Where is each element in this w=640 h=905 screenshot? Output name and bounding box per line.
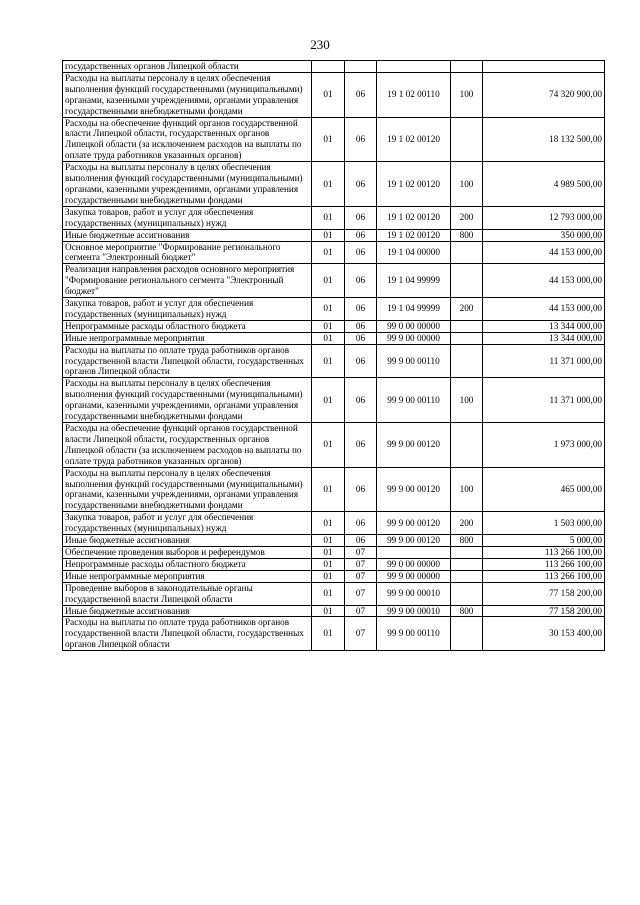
row-subsection: 07 (345, 570, 377, 582)
row-target-article: 19 1 02 00110 (377, 72, 451, 117)
table-row (63, 298, 605, 321)
row-name: Расходы на выплаты персоналу в целях обеспечения выполнения функций государственными (муниципальными) органами, казенными учреждениями, органами управления государственными внебюджетными фондами (63, 162, 312, 207)
row-subsection: 06 (345, 241, 377, 264)
row-amount: 113 266 100,00 (483, 570, 605, 582)
row-amount: 465 000,00 (483, 467, 605, 512)
row-section: 01 (312, 570, 345, 582)
row-target-article: 19 1 04 99999 (377, 264, 451, 298)
row-subsection: 06 (345, 229, 377, 241)
row-target-article: 99 9 00 00010 (377, 605, 451, 617)
table-row (63, 264, 605, 298)
table-row (63, 467, 605, 512)
row-subsection: 06 (345, 467, 377, 512)
row-amount: 30 153 400,00 (483, 617, 605, 651)
row-target-article: 19 1 04 00000 (377, 241, 451, 264)
row-subsection: 06 (345, 535, 377, 547)
table-row (63, 582, 605, 605)
row-amount: 11 371 000,00 (483, 344, 605, 378)
row-subsection: 06 (345, 320, 377, 332)
row-amount: 44 153 000,00 (483, 264, 605, 298)
table-row (63, 423, 605, 468)
row-subsection: 07 (345, 605, 377, 617)
row-section: 01 (312, 298, 345, 321)
row-amount: 113 266 100,00 (483, 558, 605, 570)
row-section: 01 (312, 423, 345, 468)
row-name: Расходы на выплаты персоналу в целях обеспечения выполнения функций государственными (муниципальными) органами, казенными учреждениями, органами управления государственными внебюджетными фондами (63, 467, 312, 512)
table-row (63, 546, 605, 558)
row-name: Закупка товаров, работ и услуг для обеспечения государственных (муниципальных) нужд (63, 206, 312, 229)
row-name: Расходы на обеспечение функций органов государственной власти Липецкой области, государственных органов Липецкой области (за исключением расходов на выплаты по оплате труда работников указанных органов) (63, 423, 312, 468)
row-subsection: 06 (345, 162, 377, 207)
row-expense-type (451, 558, 483, 570)
table-row (63, 332, 605, 344)
page-number: 230 (310, 37, 330, 52)
row-target-article: 99 9 00 00110 (377, 378, 451, 423)
row-expense-type: 100 (451, 467, 483, 512)
row-subsection: 06 (345, 72, 377, 117)
row-target-article: 99 0 00 00000 (377, 320, 451, 332)
row-expense-type: 800 (451, 605, 483, 617)
row-section: 01 (312, 117, 345, 162)
row-amount: 12 793 000,00 (483, 206, 605, 229)
row-target-article: 99 9 00 00000 (377, 570, 451, 582)
table-row (63, 570, 605, 582)
budget-table-body (63, 61, 605, 651)
row-section: 01 (312, 320, 345, 332)
row-section: 01 (312, 582, 345, 605)
row-section: 01 (312, 617, 345, 651)
row-expense-type (451, 617, 483, 651)
row-section: 01 (312, 605, 345, 617)
row-expense-type: 200 (451, 298, 483, 321)
row-name: Основное мероприятие "Формирование регионального сегмента "Электронный бюджет" (63, 241, 312, 264)
row-expense-type (451, 332, 483, 344)
row-target-article: 99 9 00 00000 (377, 332, 451, 344)
row-target-article: 99 0 00 00000 (377, 558, 451, 570)
row-subsection: 06 (345, 378, 377, 423)
row-subsection: 06 (345, 512, 377, 535)
row-amount (483, 61, 605, 73)
row-section: 01 (312, 344, 345, 378)
row-expense-type (451, 570, 483, 582)
row-expense-type (451, 423, 483, 468)
row-expense-type: 100 (451, 72, 483, 117)
table-row (63, 512, 605, 535)
row-amount: 11 371 000,00 (483, 378, 605, 423)
row-target-article (377, 61, 451, 73)
row-expense-type (451, 344, 483, 378)
row-amount: 13 344 000,00 (483, 332, 605, 344)
table-row (63, 378, 605, 423)
row-amount: 350 000,00 (483, 229, 605, 241)
row-expense-type: 800 (451, 535, 483, 547)
row-subsection: 06 (345, 344, 377, 378)
row-subsection: 06 (345, 206, 377, 229)
table-row (63, 617, 605, 651)
row-section: 01 (312, 535, 345, 547)
row-section: 01 (312, 512, 345, 535)
row-name: Расходы на выплаты по оплате труда работников органов государственной власти Липецкой области, государственных органов Липецкой области (63, 617, 312, 651)
row-section (312, 61, 345, 73)
row-expense-type: 800 (451, 229, 483, 241)
row-target-article: 99 9 00 00120 (377, 512, 451, 535)
row-subsection (345, 61, 377, 73)
row-section: 01 (312, 72, 345, 117)
row-name: Проведение выборов в законодательные органы государственной власти Липецкой области (63, 582, 312, 605)
row-name: Иные непрограммные мероприятия (63, 332, 312, 344)
row-name: Непрограммные расходы областного бюджета (63, 320, 312, 332)
row-section: 01 (312, 467, 345, 512)
table-row (63, 229, 605, 241)
row-expense-type (451, 61, 483, 73)
row-expense-type (451, 582, 483, 605)
row-name: Иные бюджетные ассигнования (63, 605, 312, 617)
row-target-article: 99 9 00 00120 (377, 535, 451, 547)
row-name: Закупка товаров, работ и услуг для обеспечения государственных (муниципальных) нужд (63, 512, 312, 535)
budget-table (62, 60, 605, 651)
row-expense-type: 200 (451, 512, 483, 535)
row-amount: 4 989 500,00 (483, 162, 605, 207)
row-target-article: 19 1 02 00120 (377, 117, 451, 162)
row-amount: 13 344 000,00 (483, 320, 605, 332)
table-row (63, 605, 605, 617)
row-name: государственных органов Липецкой области (63, 61, 312, 73)
row-expense-type (451, 320, 483, 332)
row-target-article: 19 1 02 00120 (377, 229, 451, 241)
row-target-article: 99 9 00 00110 (377, 344, 451, 378)
row-section: 01 (312, 241, 345, 264)
row-section: 01 (312, 229, 345, 241)
row-target-article: 99 9 00 00010 (377, 582, 451, 605)
table-row (63, 241, 605, 264)
row-subsection: 06 (345, 423, 377, 468)
row-subsection: 07 (345, 546, 377, 558)
row-amount: 1 973 000,00 (483, 423, 605, 468)
row-expense-type: 100 (451, 162, 483, 207)
table-row (63, 558, 605, 570)
row-amount: 5 000,00 (483, 535, 605, 547)
row-subsection: 06 (345, 298, 377, 321)
row-target-article: 99 9 00 00120 (377, 423, 451, 468)
row-subsection: 06 (345, 332, 377, 344)
row-expense-type (451, 264, 483, 298)
row-name: Реализация направления расходов основного мероприятия "Формирование регионального сегмента "Электронный бюджет" (63, 264, 312, 298)
row-target-article: 19 1 02 00120 (377, 162, 451, 207)
row-target-article (377, 546, 451, 558)
row-amount: 44 153 000,00 (483, 241, 605, 264)
table-row (63, 162, 605, 207)
row-subsection: 07 (345, 558, 377, 570)
row-target-article: 99 9 00 00120 (377, 467, 451, 512)
row-amount: 113 266 100,00 (483, 546, 605, 558)
row-amount: 44 153 000,00 (483, 298, 605, 321)
row-target-article: 19 1 04 99999 (377, 298, 451, 321)
row-target-article: 19 1 02 00120 (377, 206, 451, 229)
row-expense-type (451, 241, 483, 264)
table-row (63, 206, 605, 229)
row-name: Расходы на выплаты по оплате труда работников органов государственной власти Липецкой области, государственных органов Липецкой области (63, 344, 312, 378)
row-name: Закупка товаров, работ и услуг для обеспечения государственных (муниципальных) нужд (63, 298, 312, 321)
row-name: Иные бюджетные ассигнования (63, 535, 312, 547)
row-subsection: 07 (345, 582, 377, 605)
row-amount: 18 132 500,00 (483, 117, 605, 162)
row-name: Расходы на обеспечение функций органов государственной власти Липецкой области, государственных органов Липецкой области (за исключением расходов на выплаты по оплате труда работников указанных органов) (63, 117, 312, 162)
row-expense-type: 200 (451, 206, 483, 229)
row-name: Обеспечение проведения выборов и референдумов (63, 546, 312, 558)
row-name: Расходы на выплаты персоналу в целях обеспечения выполнения функций государственными (муниципальными) органами, казенными учреждениями, органами управления государственными внебюджетными фондами (63, 378, 312, 423)
row-target-article: 99 9 00 00110 (377, 617, 451, 651)
table-row (63, 344, 605, 378)
row-amount: 1 503 000,00 (483, 512, 605, 535)
row-section: 01 (312, 558, 345, 570)
row-amount: 77 158 200,00 (483, 582, 605, 605)
row-name: Расходы на выплаты персоналу в целях обеспечения выполнения функций государственными (муниципальными) органами, казенными учреждениями, органами управления государственными внебюджетными фондами (63, 72, 312, 117)
row-section: 01 (312, 206, 345, 229)
row-name: Иные непрограммные мероприятия (63, 570, 312, 582)
row-expense-type (451, 546, 483, 558)
table-row (63, 61, 605, 73)
row-section: 01 (312, 332, 345, 344)
table-row (63, 535, 605, 547)
row-subsection: 06 (345, 117, 377, 162)
row-section: 01 (312, 162, 345, 207)
row-section: 01 (312, 378, 345, 423)
row-name: Иные бюджетные ассигнования (63, 229, 312, 241)
row-amount: 77 158 200,00 (483, 605, 605, 617)
row-name: Непрограммные расходы областного бюджета (63, 558, 312, 570)
row-amount: 74 320 900,00 (483, 72, 605, 117)
table-row (63, 72, 605, 117)
row-section: 01 (312, 546, 345, 558)
row-subsection: 07 (345, 617, 377, 651)
table-row (63, 117, 605, 162)
table-row (63, 320, 605, 332)
row-expense-type: 100 (451, 378, 483, 423)
row-subsection: 06 (345, 264, 377, 298)
row-section: 01 (312, 264, 345, 298)
row-expense-type (451, 117, 483, 162)
